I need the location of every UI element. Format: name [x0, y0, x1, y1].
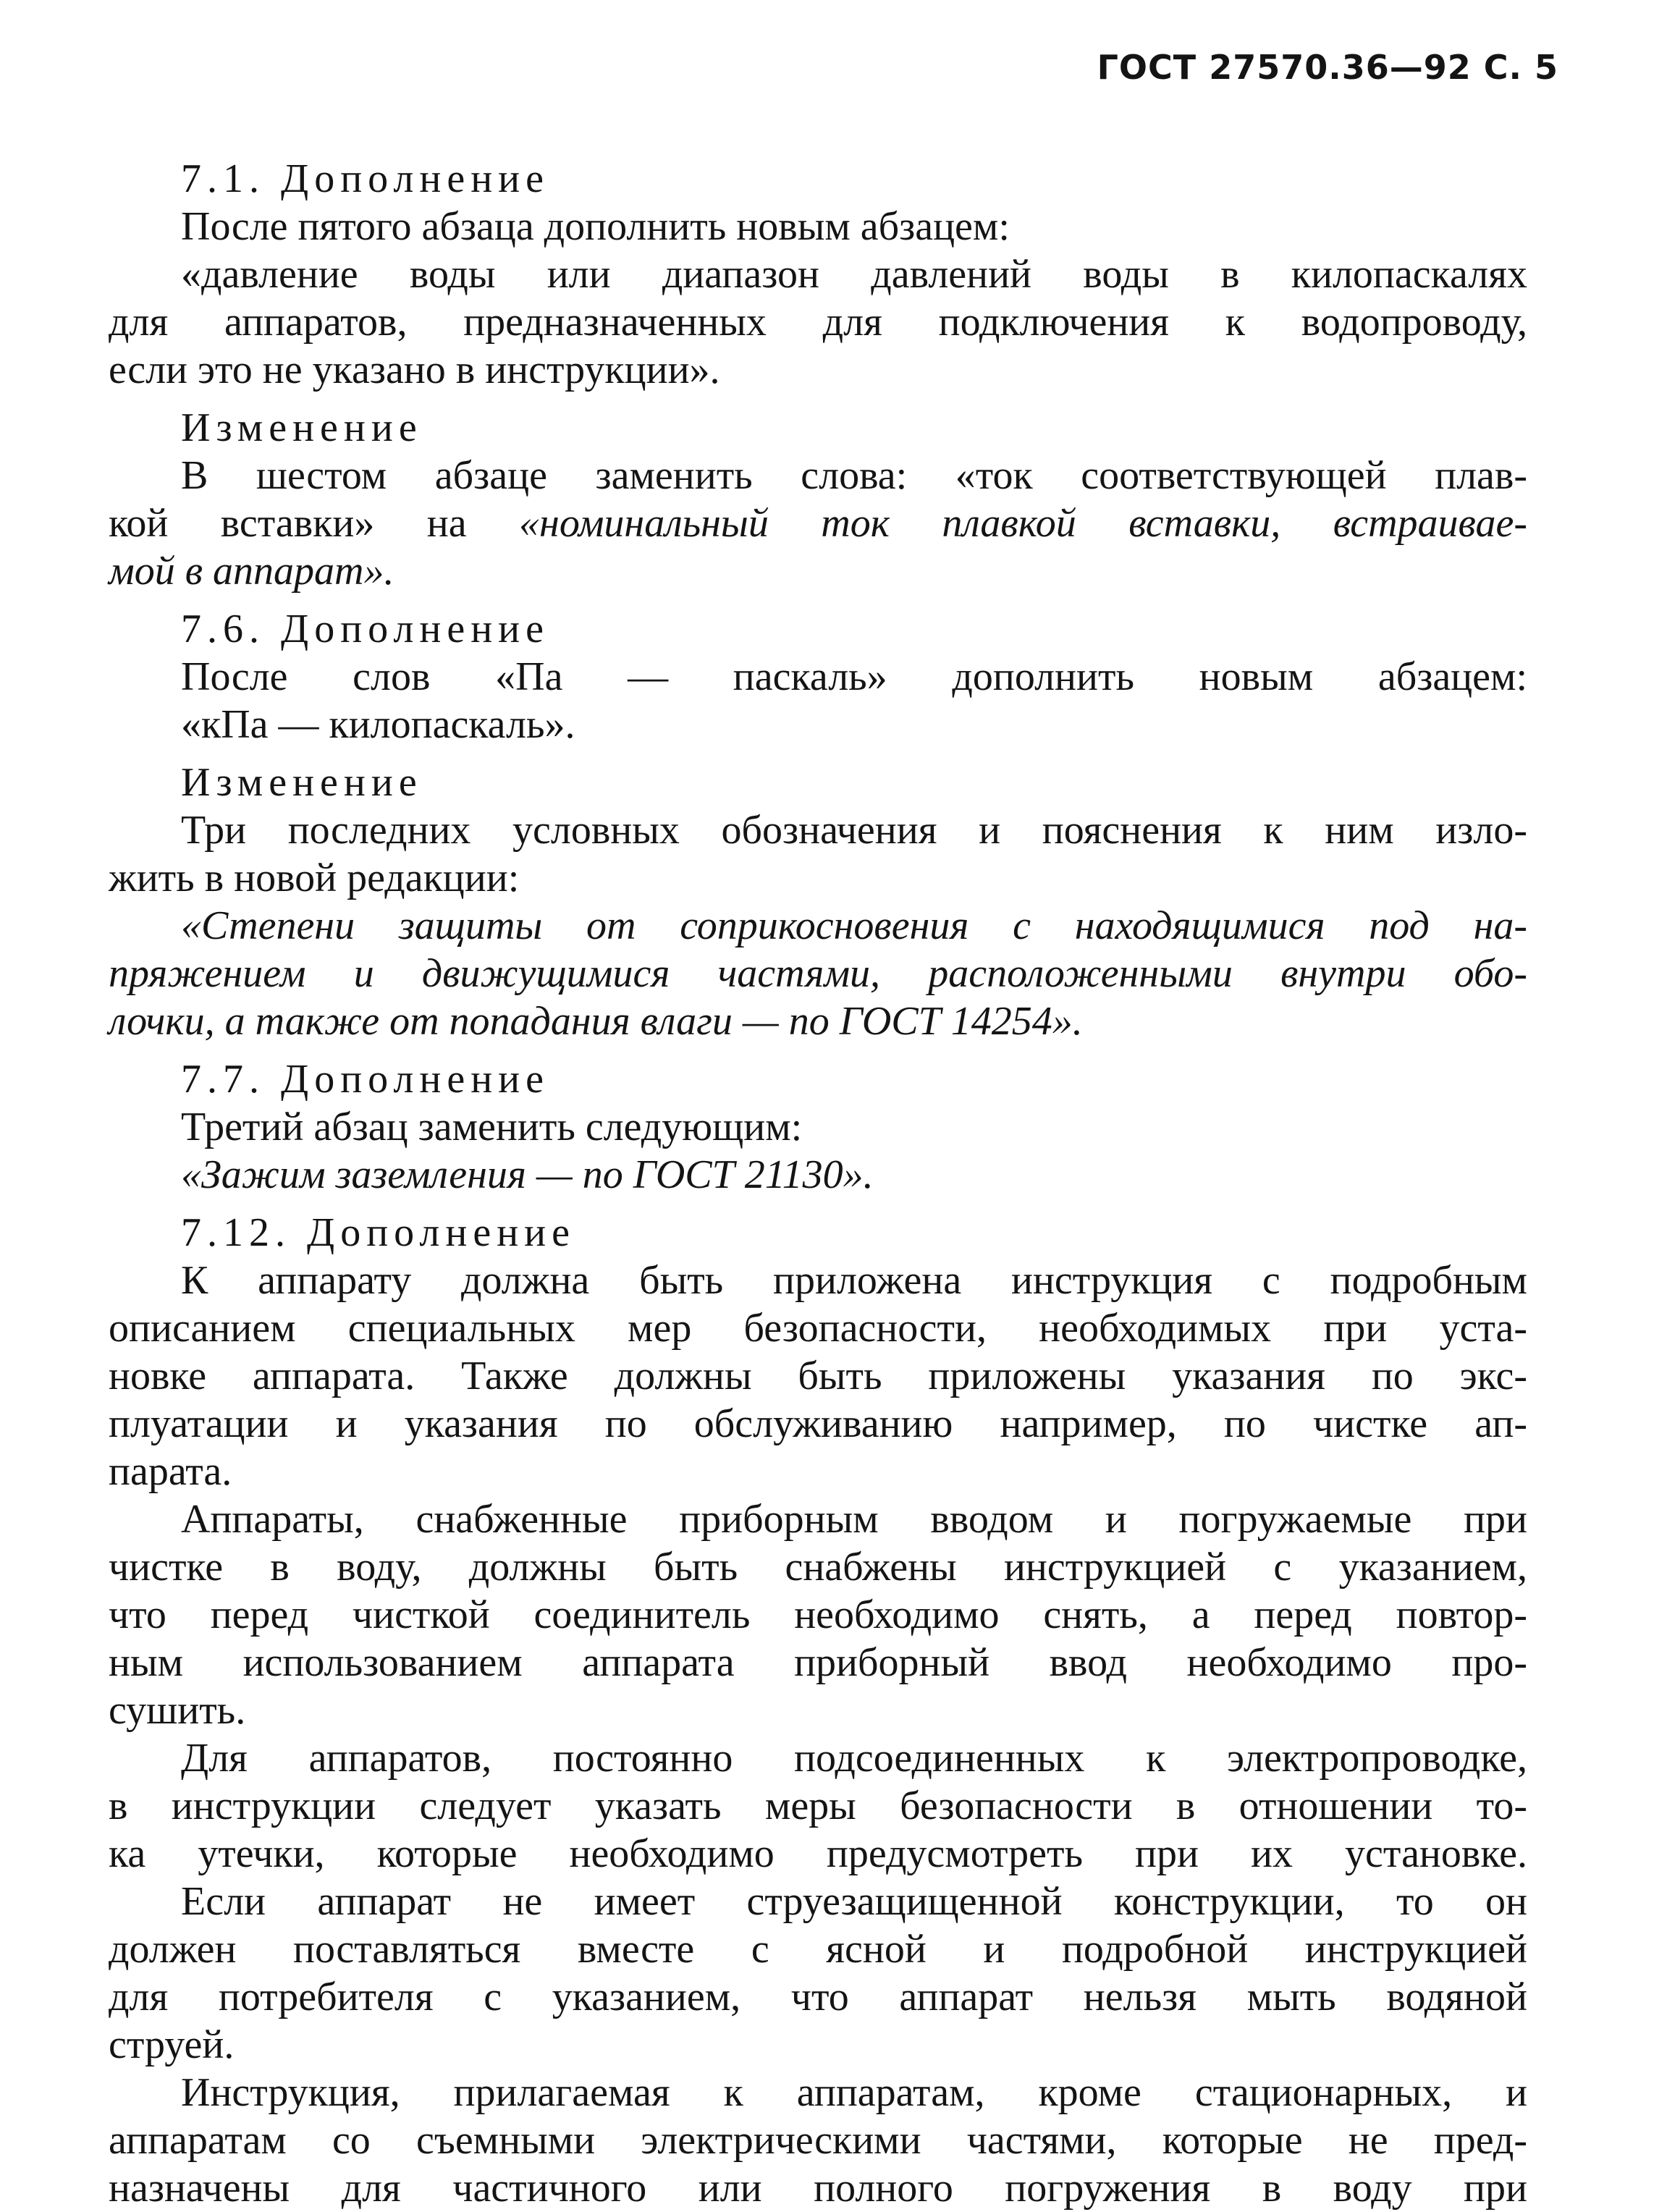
text-line: Три последних условных обозначения и пояснения к ним изло- — [181, 808, 1527, 853]
text-line: Третий абзац заменить следующим: — [181, 1105, 803, 1149]
text-line: После слов «Па — паскаль» дополнить новым абзацем: — [181, 654, 1527, 699]
text-line: аппаратам со съемными электрическими частями, которые не пред- — [109, 2118, 1527, 2163]
text-line: «кПа — килопаскаль». — [181, 702, 575, 747]
section-heading: 7.12. Дополнение — [181, 1210, 575, 1255]
text-line: новке аппарата. Также должны быть приложены указания по экс- — [109, 1354, 1527, 1398]
text-line — [109, 499, 1527, 547]
section-heading: Изменение — [181, 760, 423, 805]
text-line: В шестом абзаце заменить слова: «ток соответствующей плав- — [181, 453, 1527, 498]
text-line: Инструкция, прилагаемая к аппаратам, кроме стационарных, и — [181, 2070, 1527, 2115]
text-line: в инструкции следует указать меры безопасности в отношении то- — [109, 1783, 1527, 1828]
section-heading: 7.6. Дополнение — [181, 607, 549, 651]
text-line: жить в новой редакции: — [109, 856, 520, 900]
text-line: «Зажим заземления — по ГОСТ 21130». — [181, 1152, 874, 1197]
text-line: должен поставляться вместе с ясной и подробной инструкцией — [109, 1927, 1527, 1972]
text-line: назначены для частичного или полного погружения в воду при — [109, 2166, 1527, 2211]
text-line: парата. — [109, 1449, 232, 1494]
text-run: кой вставки» на — [109, 501, 520, 546]
text-line: сушить. — [109, 1688, 246, 1733]
document-body — [109, 145, 1527, 2212]
text-line: струей. — [109, 2022, 235, 2067]
text-line: ка утечки, которые необходимо предусмотреть при их установке. — [109, 1831, 1527, 1876]
text-line: для аппаратов, предназначенных для подключения к водопроводу, — [109, 300, 1527, 345]
section-heading: Изменение — [181, 405, 423, 450]
text-line: «давление воды или диапазон давлений воды в килопаскалях — [181, 252, 1527, 297]
text-line: лочки, а также от попадания влаги — по ГОСТ 14254». — [109, 999, 1083, 1044]
text-line: для потребителя с указанием, что аппарат нельзя мыть водяной — [109, 1975, 1527, 2019]
text-line: Если аппарат не имеет струезащищенной конструкции, то он — [181, 1879, 1527, 1924]
text-line: если это не указано в инструкции». — [109, 347, 720, 392]
section-heading: 7.1. Дополнение — [181, 156, 549, 201]
text-line: К аппарату должна быть приложена инструкция с подробным — [181, 1258, 1527, 1303]
text-line: описанием специальных мер безопасности, необходимых при уста- — [109, 1306, 1527, 1351]
italic-text-run: «номинальный ток плавкой вставки, встраивае- — [519, 501, 1527, 546]
text-line: «Степени защиты от соприкосновения с находящимися под на- — [181, 903, 1527, 948]
section-heading: 7.7. Дополнение — [181, 1057, 549, 1102]
text-line: плуатации и указания по обслуживанию например, по чистке ап- — [109, 1401, 1527, 1446]
page-header: ГОСТ 27570.36—92 С. 5 — [1097, 48, 1558, 87]
text-line: пряжением и движущимися частями, расположенными внутри обо- — [109, 951, 1527, 996]
text-line: чистке в воду, должны быть снабжены инструкцией с указанием, — [109, 1545, 1527, 1590]
text-line: После пятого абзаца дополнить новым абзацем: — [181, 204, 1010, 249]
text-line: ным использованием аппарата приборный ввод необходимо про- — [109, 1640, 1527, 1685]
text-line: Аппараты, снабженные приборным вводом и погружаемые при — [181, 1497, 1527, 1542]
text-line: что перед чисткой соединитель необходимо снять, а перед повтор- — [109, 1592, 1527, 1637]
text-line: мой в аппарат». — [109, 549, 394, 594]
text-line: Для аппаратов, постоянно подсоединенных к электропроводке, — [181, 1736, 1527, 1781]
